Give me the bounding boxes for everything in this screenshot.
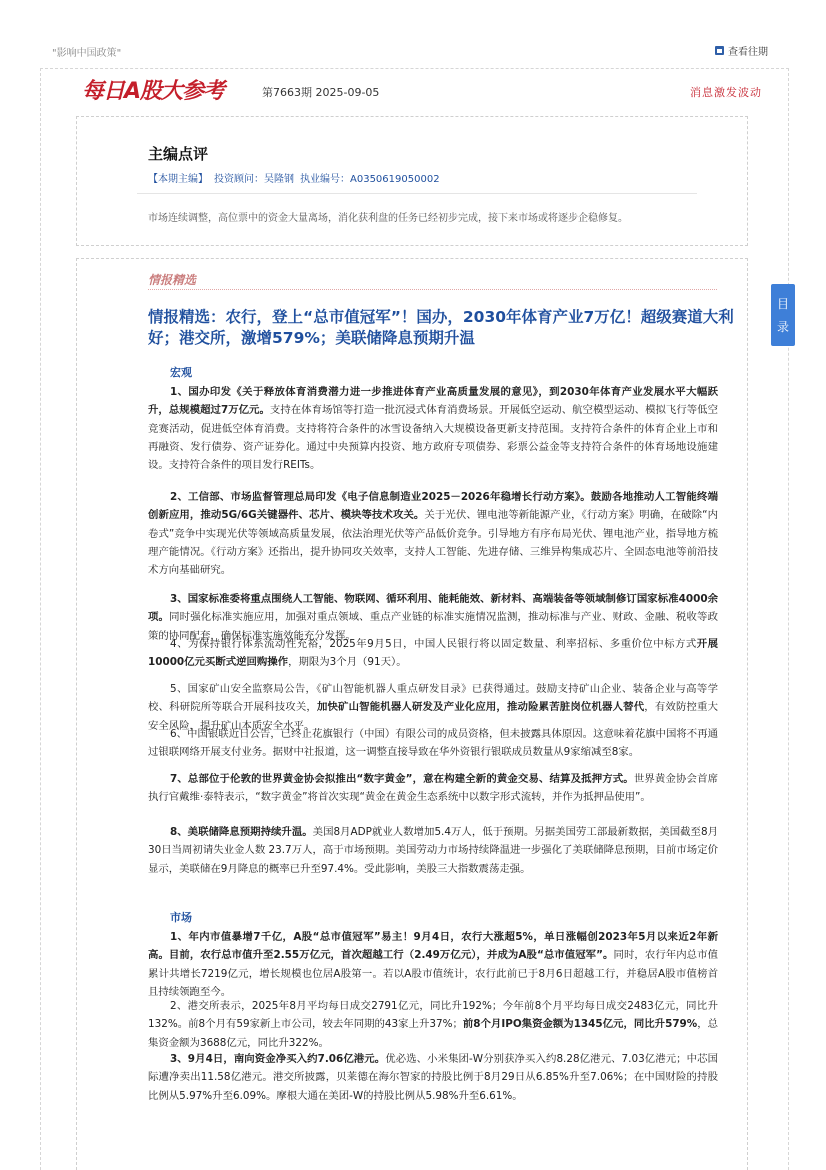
masthead bbox=[82, 74, 762, 114]
macro-paragraph-7: 7、总部位于伦敦的世界黄金协会拟推出“数字黄金”，意在构建全新的黄金交易、结算及抵押方式。世界黄金协会首席执行官戴维·泰特表示，“数字黄金”将首次实现“黄金在黄金生态系统中以数字形式流转，并作为抵押品使用”。 bbox=[148, 773, 719, 804]
intel-tag: 情报精选 bbox=[148, 273, 197, 287]
market-paragraph-2: 2、港交所表示，2025年8月平均每日成交2791亿元，同比升192%；今年前8个月平均每日成交2483亿元，同比升132%。前8个月有59家新上市公司，较去年同期的43家上升37%；前8个月IPO集资金额为1345亿元，同比升579%，总集资金额为3688亿元，同比升322%。 bbox=[148, 1000, 719, 1049]
market-paragraph-1: 1、年内市值暴增7千亿，A股“总市值冠军”易主！9月4日，农行大涨超5%，单日涨幅创2023年5月以来近2年新高。目前，农行总市值升至2.55万亿元，首次超越工行（2.49万亿元），并成为A股“总市值冠军”。同时，农行年内总市值累计共增长7219亿元，增长规模也位居A股第一。若以A股市值统计，农行此前已于8月6日超越工行，并稳居A股市值榜首且持续领跑至今。 bbox=[148, 931, 718, 998]
calendar-icon bbox=[715, 46, 724, 55]
toc-button[interactable] bbox=[771, 284, 795, 346]
section-market: 市场 bbox=[170, 911, 192, 924]
issue-info: 第7663期 2025-09-05 bbox=[262, 86, 380, 99]
macro-paragraph-8: 8、美联储降息预期持续升温。美国8月ADP就业人数增加5.4万人，低于预期。另据美国劳工部最新数据，美国截至8月30日当周初请失业金人数 23.7万人，高于市场预期。美国劳动力市场持续降温进一步强化了美联储降息预期，目前市场定价显示，美联储在9月降息的概率已升至97.4%。受此影响，美股三大指数震荡走强。 bbox=[148, 826, 719, 875]
editor-comment-card bbox=[76, 116, 748, 246]
market-paragraph-3: 3、9月4日，南向资金净买入约7.06亿港元。优必选、小米集团-W分别获净买入约8.28亿港元、7.03亿港元；中芯国际遭净卖出11.58亿港元。港交所披露，贝莱德在海尔智家的持股比例于8月29日从6.85%升至7.06%；在中国财险的持股比例从5.97%升至6.09%。摩根大通在美团-W的持股比例从5.98%升至6.61%。 bbox=[148, 1053, 718, 1102]
slogan: 消息激发波动 bbox=[690, 86, 762, 99]
macro-paragraph-4: 4、为保持银行体系流动性充裕，2025年9月5日，中国人民银行将以固定数量、利率招标、多重价位中标方式开展10000亿元买断式逆回购操作，期限为3个月（91天）。 bbox=[148, 638, 719, 669]
macro-paragraph-3: 3、国家标准委将重点围绕人工智能、物联网、循环利用、能耗能效、新材料、高端装备等领域制修订国家标准4000余项。同时强化标准实施应用，加强对重点领域、重点产业链的标准实施情况监测，推动标准与产业、财政、金融、税收等政策的协同配套，确保标准实施效能充分发挥。 bbox=[148, 593, 719, 642]
tag-underline bbox=[148, 289, 717, 290]
source-label: "影响中国政策" bbox=[52, 48, 122, 59]
toc-char-1: 目 bbox=[776, 297, 789, 311]
macro-paragraph-5: 5、国家矿山安全监察局公告，《矿山智能机器人重点研发目录》已获得通过。鼓励支持矿山企业、装备企业与高等学校、科研院所等联合开展科技攻关，加快矿山智能机器人研发及产业化应用，推动险累苦脏岗位机器人替代，有效防控重大安全风险，提升矿山本质安全水平。 bbox=[148, 683, 719, 732]
divider bbox=[137, 193, 697, 194]
editor-comment-text: 市场连续调整，高位票中的资金大量离场，消化获利盘的任务已经初步完成，接下来市场或将逐步企稳修复。 bbox=[148, 213, 628, 224]
editor-byline bbox=[148, 170, 446, 185]
section-macro: 宏观 bbox=[170, 366, 192, 379]
editor-tag: 【本期主编】 bbox=[148, 174, 208, 185]
history-label: 查看往期 bbox=[728, 47, 768, 58]
macro-paragraph-6: 6、中国银联近日公告，已终止花旗银行（中国）有限公司的成员资格，但未披露具体原因。这意味着花旗中国将不再通过银联网络开展支付业务。据财中社报道，这一调整直接导致在华外资银行银联成员数量从9家缩减至8家。 bbox=[148, 728, 718, 759]
macro-paragraph-2: 2、工信部、市场监督管理总局印发《电子信息制造业2025－2026年稳增长行动方案》。鼓励各地推动人工智能终端创新应用，推动5G/6G关键器件、芯片、模块等技术攻关。关于光伏、锂电池等新能源产业，《行动方案》明确，在破除“内卷式”竞争中实现光伏等领域高质量发展，依法治理光伏等产品低价竞争。引导地方有序布局光伏、锂电池产业，指导地方梳理产能情况。《行动方案》还指出，提升协同攻关效率，支持人工智能、先进存储、三维异构集成芯片、全固态电池等前沿技术方向基础研究。 bbox=[148, 491, 719, 577]
article-title: 情报精选：农行，登上“总市值冠军”！国办，2030年体育产业7万亿！超级赛道大利好；港交所，激增579%；美联储降息预期升温 bbox=[148, 308, 734, 347]
advisor-name: 投资顾问：吴隆钢 bbox=[214, 174, 294, 185]
history-link[interactable] bbox=[715, 43, 768, 58]
toc-char-2: 录 bbox=[776, 320, 789, 334]
license-number: 执业编号：A0350619050002 bbox=[300, 174, 440, 185]
macro-paragraph-1: 1、国办印发《关于释放体育消费潜力进一步推进体育产业高质量发展的意见》，到2030年体育产业发展水平大幅跃升，总规模超过7万亿元。支持在体育场馆等打造一批沉浸式体育消费场景。开展低空运动、航空模型运动、模拟飞行等低空竞赛活动，促进低空体育消费。支持将符合条件的冰雪设备纳入大规模设备更新支持范围。支持符合条件的体育企业上市和再融资、发行债券、资产证券化。通过中央预算内投资、地方政府专项债券、彩票公益金等支持符合条件的体育场地设施建设。支持符合条件的项目发行REITs。 bbox=[148, 386, 718, 472]
intel-card bbox=[76, 258, 748, 1170]
editor-comment-title: 主编点评 bbox=[148, 145, 209, 163]
brand-logo: 每日A股大参考 bbox=[82, 79, 225, 104]
